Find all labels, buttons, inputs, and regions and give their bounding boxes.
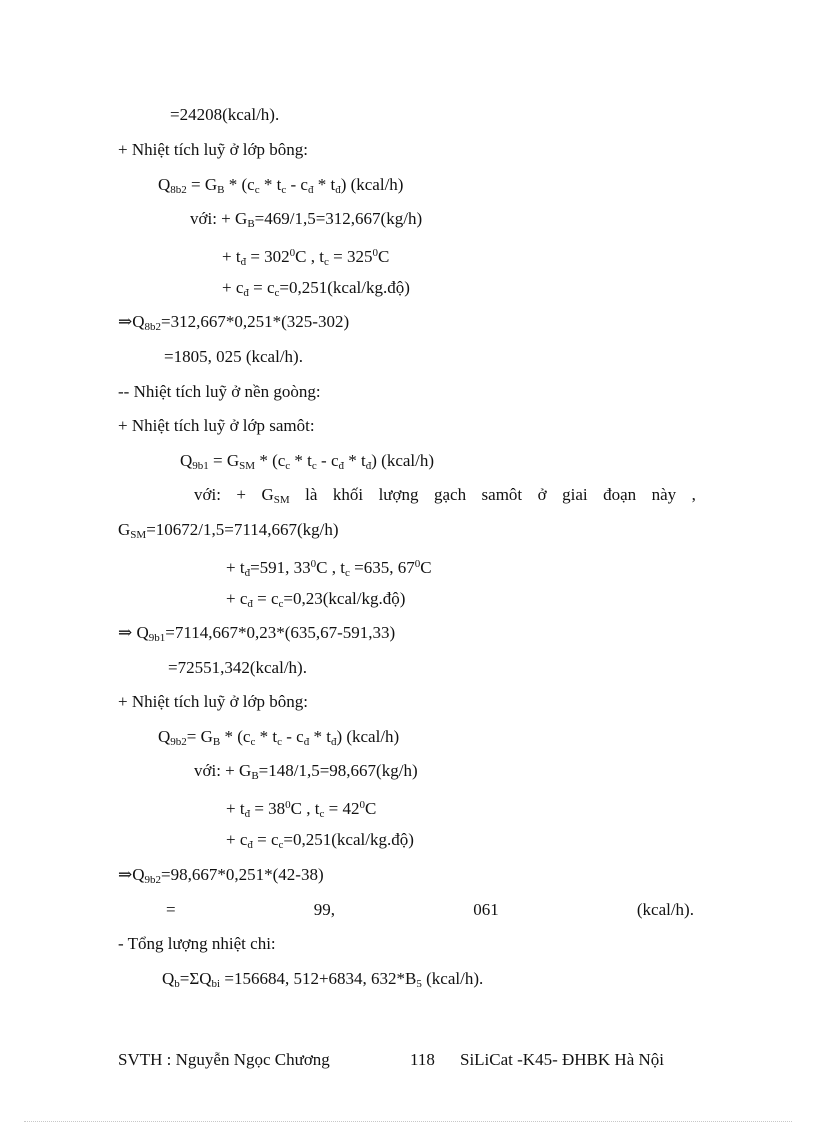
result-line: =1805, 025 (kcal/h).: [164, 347, 303, 366]
formula-text: =312,667*0,251*(325-302): [161, 312, 350, 331]
calculation-line: [118, 864, 324, 891]
formula-text: C , t: [295, 247, 324, 266]
superscript: 0: [310, 558, 317, 570]
subscript: B: [251, 770, 259, 782]
subscript: c: [319, 808, 325, 820]
subscript: c: [278, 839, 284, 851]
subscript: c: [323, 256, 329, 268]
word: này: [651, 485, 677, 504]
formula-text: ) (kcal/h): [340, 175, 404, 194]
word: (kcal/h).: [636, 900, 694, 919]
subscript: 8b2: [170, 184, 187, 196]
word: khối: [332, 485, 364, 504]
formula-line: [180, 450, 434, 477]
superscript: 0: [414, 558, 421, 570]
formula-text: =635, 67: [349, 558, 415, 577]
formula-text: = G: [208, 451, 240, 470]
subscript: đ: [365, 460, 372, 472]
condition-line: [190, 208, 422, 235]
word: 99,: [313, 900, 336, 919]
formula-text: =7114,667*0,23*(635,67-591,33): [165, 623, 396, 642]
formula-text: * (c: [224, 175, 255, 194]
formula-line: [158, 174, 403, 201]
superscript: 0: [372, 247, 378, 259]
formula-text: = 325: [328, 247, 373, 266]
formula-text: - c: [281, 727, 304, 746]
subscript: c: [274, 287, 280, 299]
superscript: 0: [285, 799, 291, 811]
formula-text: + c: [226, 589, 248, 608]
formula-text: ) (kcal/h): [336, 727, 400, 746]
formula-text: = G: [186, 727, 213, 746]
subscript: SM: [130, 529, 147, 541]
section-heading: - Tổng lượng nhiệt chi:: [118, 934, 276, 953]
word: ở: [537, 485, 547, 504]
word: lượng: [378, 485, 419, 504]
formula-text: = 38: [250, 799, 286, 818]
formula-text: Q: [158, 175, 171, 194]
result-line: =72551,342(kcal/h).: [168, 658, 307, 677]
condition-line: [226, 829, 414, 856]
formula-text: - c: [286, 175, 308, 194]
subscript: 9b1: [148, 632, 166, 644]
formula-text: C: [364, 799, 377, 818]
formula-text: = c: [252, 830, 279, 849]
section-heading: + Nhiệt tích luỹ ở lớp bông:: [118, 140, 308, 159]
formula-text: ⇒Q: [118, 865, 145, 884]
formula-text: =0,251(kcal/kg.độ): [283, 830, 414, 849]
condition-line: [222, 277, 410, 304]
superscript: 0: [289, 247, 296, 259]
formula-text: với: + G: [194, 761, 252, 780]
condition-line: [226, 794, 376, 825]
formula-text: =156684, 512+6834, 632*B: [220, 969, 417, 988]
formula-text: * (c: [220, 727, 251, 746]
formula-text: ) (kcal/h): [371, 451, 435, 470]
subscript: c: [281, 184, 287, 196]
formula-text: ⇒Q: [118, 312, 145, 331]
formula-text: =148/1,5=98,667(kg/h): [258, 761, 418, 780]
formula-text: = 302: [246, 247, 290, 266]
formula-text: ⇒ Q: [118, 623, 149, 642]
subscript: SM: [273, 494, 290, 506]
subscript: 8b2: [144, 321, 162, 333]
formula-text: * t: [309, 727, 331, 746]
formula-text: C: [420, 558, 432, 577]
subscript: bi: [211, 978, 221, 990]
formula-text: + t: [222, 247, 241, 266]
formula-text: G: [118, 520, 131, 539]
formula-text: Q: [158, 727, 171, 746]
word: là: [305, 485, 318, 504]
formula-text: = c: [248, 278, 275, 297]
formula-text: =0,251(kcal/kg.độ): [279, 278, 410, 297]
word: ,: [691, 485, 696, 504]
word: giai: [562, 485, 588, 504]
subscript: đ: [338, 460, 345, 472]
footer-institution: SiLiCat -K45- ĐHBK Hà Nội: [460, 1050, 664, 1069]
subscript: đ: [247, 598, 253, 610]
condition-line: [222, 242, 389, 273]
page-border-dotted: [24, 1121, 792, 1122]
word: 061: [473, 900, 499, 919]
section-heading: + Nhiệt tích luỹ ở lớp samôt:: [118, 416, 315, 435]
calculation-line: [118, 622, 395, 649]
subscript: đ: [244, 567, 251, 579]
word: +: [236, 485, 246, 504]
word: samôt: [481, 485, 523, 504]
subscript: c: [344, 567, 350, 579]
section-heading: + Nhiệt tích luỹ ở lớp bông:: [118, 692, 308, 711]
subscript: c: [311, 460, 317, 472]
subscript: B: [212, 736, 221, 748]
formula-text: =ΣQ: [179, 969, 212, 988]
condition-line: [118, 519, 339, 546]
justified-result-line: [166, 899, 694, 921]
formula-text: = c: [252, 589, 279, 608]
formula-text: =591, 33: [250, 558, 311, 577]
formula-text: =469/1,5=312,667(kg/h): [254, 209, 423, 228]
subscript: c: [250, 736, 256, 748]
formula-line: [158, 726, 399, 753]
subscript: đ: [335, 184, 341, 196]
formula-text: * t: [290, 451, 312, 470]
subscript: 9b1: [192, 460, 209, 472]
total-formula-line: [162, 968, 483, 995]
formula-text: Q: [162, 969, 175, 988]
formula-text: + c: [222, 278, 244, 297]
formula-text: * t: [344, 451, 366, 470]
calculation-line: [118, 311, 349, 338]
subscript: đ: [240, 256, 247, 268]
formula-text: =98,667*0,251*(42-38): [161, 865, 324, 884]
section-heading: -- Nhiệt tích luỹ ở nền goòng:: [118, 382, 321, 401]
formula-text: =0,23(kcal/kg.độ): [283, 589, 406, 608]
justified-condition-line: [194, 484, 696, 511]
subscript: 5: [416, 978, 422, 990]
formula-text: (kcal/h).: [421, 969, 484, 988]
formula-text: + c: [226, 830, 248, 849]
subscript: 9b2: [170, 736, 187, 748]
word: =: [166, 900, 176, 919]
superscript: 0: [359, 799, 365, 811]
subscript: 9b2: [144, 874, 162, 886]
subscript: c: [285, 460, 291, 472]
condition-line: [226, 553, 432, 584]
result-line: =24208(kcal/h).: [170, 105, 280, 124]
formula-text: C , t: [290, 799, 320, 818]
subscript: B: [247, 218, 255, 230]
subscript: đ: [247, 839, 253, 851]
formula-text: G: [261, 485, 274, 504]
subscript: đ: [244, 808, 251, 820]
subscript: đ: [307, 184, 314, 196]
subscript: b: [174, 978, 180, 990]
word: [261, 484, 289, 511]
formula-text: =10672/1,5=7114,667(kg/h): [146, 520, 339, 539]
formula-text: Q: [180, 451, 193, 470]
word: đoạn: [603, 485, 637, 504]
formula-text: - c: [316, 451, 339, 470]
formula-text: * t: [255, 727, 278, 746]
subscript: SM: [239, 460, 256, 472]
subscript: đ: [303, 736, 310, 748]
formula-text: C: [377, 247, 390, 266]
subscript: đ: [330, 736, 337, 748]
formula-text: * t: [259, 175, 282, 194]
formula-text: C , t: [316, 558, 345, 577]
formula-text: = G: [186, 175, 218, 194]
subscript: c: [254, 184, 260, 196]
formula-text: * (c: [255, 451, 286, 470]
formula-text: * t: [313, 175, 336, 194]
formula-text: + t: [226, 558, 245, 577]
formula-text: với: + G: [190, 209, 248, 228]
subscript: B: [217, 184, 225, 196]
subscript: c: [278, 598, 284, 610]
formula-text: + t: [226, 799, 245, 818]
condition-line: [226, 588, 405, 615]
subscript: c: [277, 736, 282, 748]
condition-line: [194, 760, 418, 787]
word: với:: [194, 485, 221, 504]
footer-author: SVTH : Nguyễn Ngọc Chương: [118, 1050, 330, 1069]
word: gạch: [433, 485, 467, 504]
subscript: đ: [243, 287, 249, 299]
formula-text: = 42: [324, 799, 360, 818]
footer-page-number: 118: [410, 1050, 435, 1069]
